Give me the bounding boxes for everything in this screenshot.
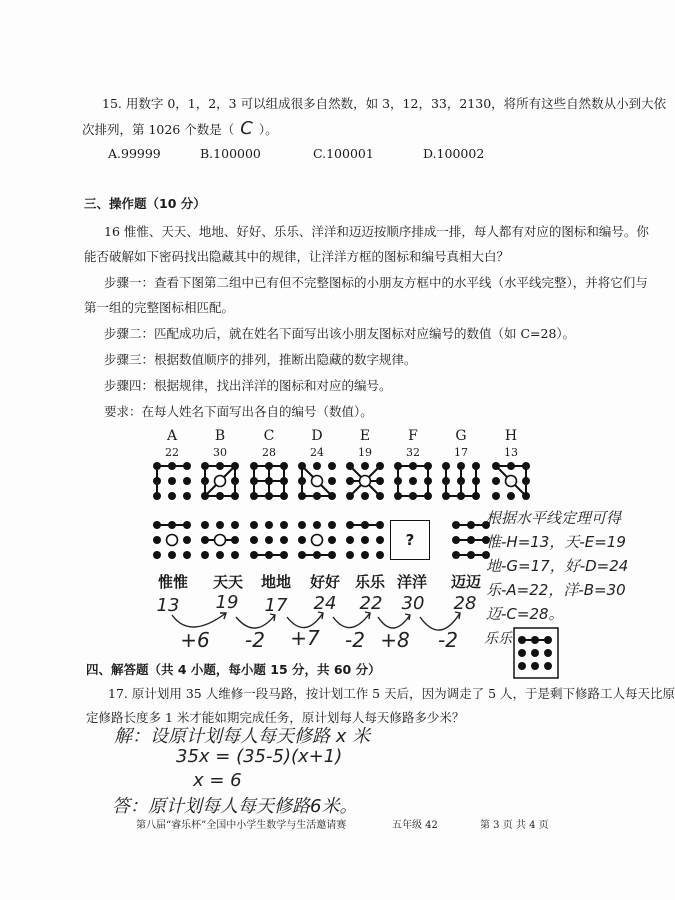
grid-dot [518, 636, 526, 644]
solution-line: x = 6 [193, 770, 242, 791]
grid-dot [544, 636, 552, 644]
q15-option-d: D.100002 [423, 146, 485, 161]
icon-letter: B [214, 428, 226, 444]
icon-letter: D [311, 428, 323, 444]
handwritten-diff: +7 [290, 626, 320, 650]
side-note-line: 地-G=17，好-D=24 [486, 557, 629, 575]
step3: 步骤三：根据数值顺序的排列，推断出隐藏的数字规律。 [104, 352, 417, 367]
name-label: 地地 [260, 573, 291, 591]
q15-line1: 15. 用数字 0，1，2，3 可以组成很多自然数，如 3，12，33，2130，将所有这些自然数从小到大依 [102, 96, 667, 111]
name-label: 洋洋 [396, 573, 427, 591]
icon-letter: H [504, 428, 518, 444]
footer-grade: 五年级 42 [392, 820, 438, 831]
icon-letter: G [455, 428, 467, 444]
icon-number: 28 [262, 446, 276, 459]
name-label: 好好 [309, 573, 340, 591]
q15-option-a: A.99999 [108, 146, 161, 161]
handwritten-value: 13 [156, 595, 180, 616]
handwritten-diff: -2 [345, 628, 365, 652]
section3-heading: 三、操作题（10 分） [84, 196, 206, 211]
icon-letter: E [359, 428, 371, 444]
side-note-line: 迈-C=28。 [486, 605, 564, 623]
q16-line2: 能否破解如下密码找出隐藏其中的规律，让洋洋方框的图标和编号真相大白？ [84, 249, 510, 264]
handwritten-diff: -2 [438, 628, 458, 652]
handwritten-diff: +8 [380, 628, 410, 652]
q17-line1: 17. 原计划用 35 人维修一段马路，按计划工作 5 天后，因为调走了 5 人，于是剩下修路工人每天比原 [108, 686, 675, 701]
grid-dot [531, 662, 539, 670]
grid-dot [518, 662, 526, 670]
footer-page: 第 3 页 共 4 页 [480, 820, 549, 831]
icon-number: 19 [358, 446, 372, 459]
icon-number: 22 [165, 446, 179, 459]
icon-letter: A [166, 428, 178, 444]
q15-option-c: C.100001 [313, 146, 374, 161]
q15-option-b: B.100000 [200, 146, 261, 161]
icon-number: 24 [310, 446, 324, 459]
handwritten-diff: +6 [180, 628, 210, 652]
icon-number: 32 [406, 446, 420, 459]
icon-letter: C [263, 428, 275, 444]
step1-line2: 第一组的完整图标相匹配。 [84, 300, 235, 315]
grid-dot [544, 662, 552, 670]
q15-prefix: 次排列，第 1026 个数是（ [82, 122, 235, 137]
lele-label: 乐乐 [484, 631, 512, 647]
q16-line1: 16 惟惟、天天、地地、好好、乐乐、洋洋和迈迈按顺序排成一排，每人都有对应的图标和编号。你 [104, 224, 649, 239]
q17-line2: 定修路长度多 1 米才能如期完成任务，原计划每人每天修路多少米？ [86, 710, 465, 725]
handwritten-diff: -2 [245, 628, 265, 652]
requirement: 要求：在每人姓名下面写出各自的编号（数值）。 [104, 404, 373, 419]
solution-line: 答：原计划每人每天修路6米。 [112, 796, 358, 817]
handwritten-value: 24 [313, 593, 337, 614]
step1-line1: 步骤一：查看下图第二组中已有但不完整图标的小朋友方框中的水平线（水平线完整），并将它们与 [104, 275, 648, 290]
step2: 步骤二：匹配成功后，就在姓名下面写出该小朋友图标对应编号的数值（如 C=28）。 [104, 326, 576, 341]
solution-line: 解：设原计划每人每天修路 x 米 [114, 726, 371, 747]
q15-suffix: ）。 [258, 122, 278, 137]
solution-line: 35x = (35-5)(x+1) [176, 746, 343, 767]
section4-heading: 四、解答题（共 4 小题，每小题 15 分，共 60 分） [86, 662, 381, 677]
footer-contest: 第八届“睿乐杯”全国中小学生数学与生活邀请赛 [136, 820, 347, 831]
icon-number: 13 [504, 446, 518, 459]
unknown-icon-box: ? [390, 520, 430, 560]
icon-letter: F [408, 428, 418, 444]
lele-icon [518, 636, 552, 670]
side-note-line: 根据水平线定理可得 [486, 509, 622, 527]
handwritten-value: 28 [453, 593, 477, 614]
name-label: 惟惟 [157, 573, 188, 591]
icon-number: 30 [213, 446, 227, 459]
name-label: 天天 [212, 573, 243, 591]
handwritten-value: 30 [401, 593, 425, 614]
name-label: 迈迈 [450, 573, 481, 591]
side-note-line: 惟-H=13，天-E=19 [486, 533, 626, 551]
handwritten-value: 19 [215, 592, 239, 613]
side-note-line: 乐-A=22，洋-B=30 [486, 581, 626, 599]
icon-number: 17 [454, 446, 468, 459]
step4: 步骤四：根据规律，找出洋洋的图标和对应的编号。 [104, 378, 392, 393]
handwritten-value: 17 [264, 595, 288, 616]
q15-answer: C [240, 118, 253, 139]
grid-dot [531, 636, 539, 644]
grid-dot [531, 649, 539, 657]
handwritten-value: 22 [359, 593, 383, 614]
grid-dot [544, 649, 552, 657]
name-label: 乐乐 [354, 573, 385, 591]
grid-dot [518, 649, 526, 657]
